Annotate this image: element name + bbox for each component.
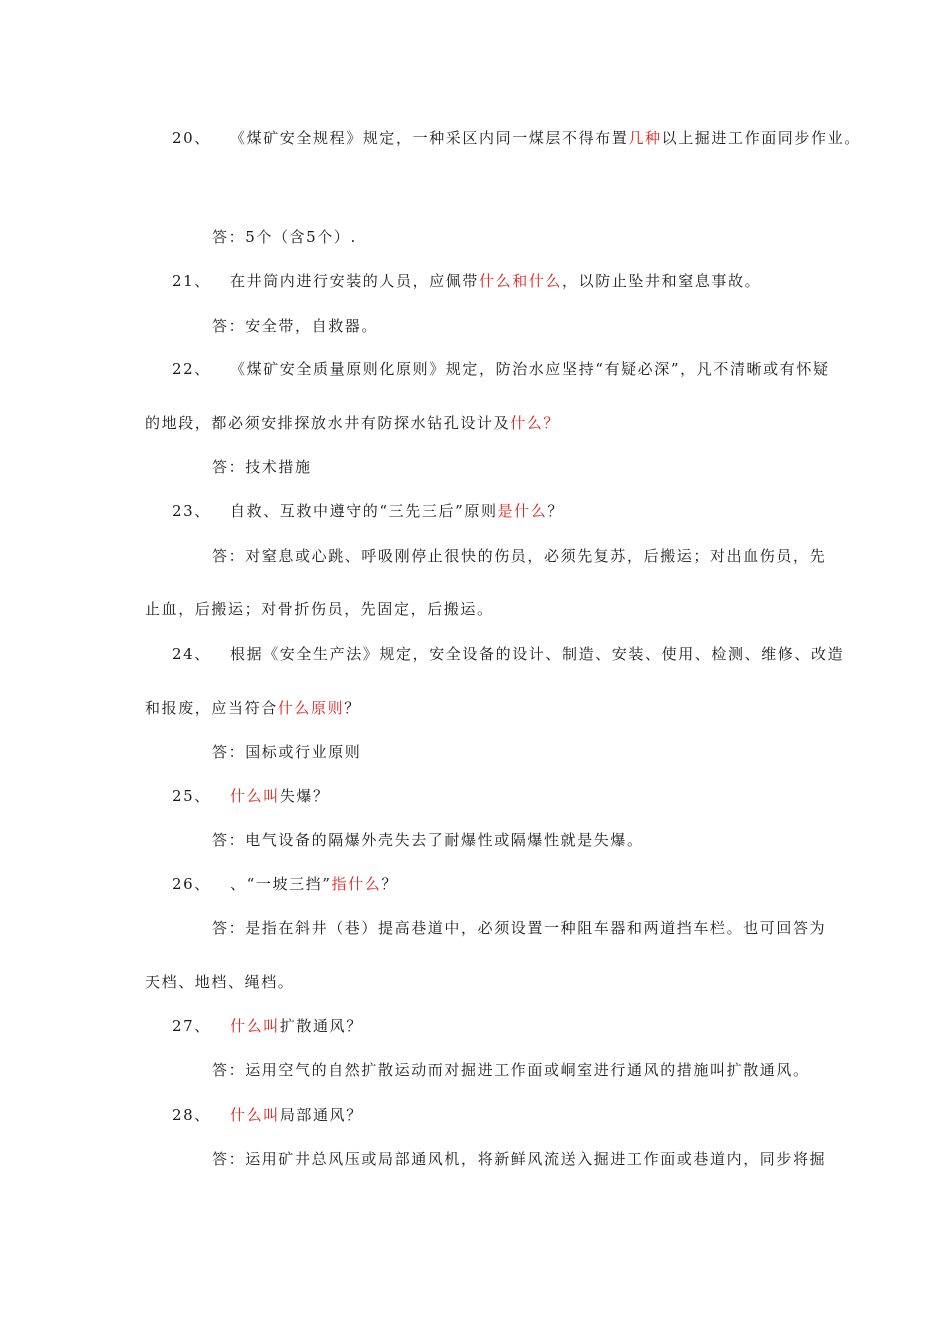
question-highlight: 指什么	[331, 875, 382, 893]
question-number: 27、	[172, 1017, 211, 1035]
question-27	[172, 1015, 363, 1036]
question-highlight: 什么叫	[230, 787, 280, 805]
question-24-continued	[145, 697, 361, 718]
question-highlight: 什么和什么	[479, 272, 563, 290]
answer-24: 答：国标或行业原则	[212, 743, 362, 761]
question-text: 的地段，都必须安排探放水井有防探水钻孔设计及	[145, 414, 511, 432]
answer-23: 答：对窒息或心跳、呼吸刚停止很快的伤员，必须先复苏，后搬运；对出血伤员，先	[212, 547, 827, 565]
answer-20: 答：5个（含5个）.	[212, 228, 357, 246]
question-23	[172, 500, 564, 521]
question-highlight: 什么原则	[277, 699, 345, 717]
question-text-end: ，以防止坠井和窒息事故。	[562, 272, 762, 290]
question-number: 23、	[172, 502, 211, 520]
answer-27: 答：运用空气的自然扩散运动而对掘进工作面或峒室进行通风的措施叫扩散通风。	[212, 1061, 810, 1079]
answer-25: 答：电气设备的隔爆外壳失去了耐爆性或隔爆性就是失爆。	[212, 831, 644, 849]
question-text-end: 局部通风？	[279, 1106, 363, 1124]
question-text-end: ？	[381, 875, 398, 893]
question-number: 21、	[172, 272, 211, 290]
question-highlight: 几种	[628, 129, 662, 147]
question-text: 、“一坡三挡”	[230, 875, 332, 893]
question-number: 20、	[172, 129, 211, 147]
question-22	[172, 358, 830, 379]
question-21	[172, 270, 761, 291]
question-text-end: ？	[344, 699, 361, 717]
question-text-end: 失爆？	[279, 787, 330, 805]
question-number: 24、	[172, 645, 211, 663]
question-number: 22、	[172, 360, 211, 378]
question-highlight: 是什么	[497, 502, 548, 520]
answer-22: 答：技术措施	[212, 458, 312, 476]
question-25	[172, 785, 330, 806]
question-22-continued	[145, 412, 560, 433]
answer-28: 答：运用矿井总风压或局部通风机，将新鲜风流送入掘进工作面或巷道内，同步将掘	[212, 1150, 827, 1168]
question-highlight: 什么叫	[230, 1106, 280, 1124]
question-26	[172, 873, 398, 894]
answer-26-continued: 天档、地档、绳档。	[145, 973, 295, 991]
question-text: 自救、互救中遵守的“三先三后”原则	[230, 502, 498, 520]
question-text: 《煤矿安全规程》规定，一种采区内同一煤层不得布置	[230, 129, 629, 147]
answer-23-continued: 止血，后搬运；对骨折伤员，先固定，后搬运。	[145, 600, 494, 618]
question-24	[172, 643, 844, 664]
question-text: 在井筒内进行安装的人员，应佩带	[230, 272, 480, 290]
answer-26: 答：是指在斜井（巷）提高巷道中，必须设置一种阻车器和两道挡车栏。也可回答为	[212, 919, 827, 937]
question-28	[172, 1104, 363, 1125]
question-text-end: 以上掘进工作面同步作业。	[661, 129, 861, 147]
question-text-end: ？	[547, 502, 564, 520]
question-highlight: 什么叫	[230, 1017, 280, 1035]
question-text: 和报废，应当符合	[145, 699, 278, 717]
question-20	[172, 127, 861, 148]
question-number: 28、	[172, 1106, 211, 1124]
question-text-end: 扩散通风？	[279, 1017, 363, 1035]
question-text: 根据《安全生产法》规定，安全设备的设计、制造、安装、使用、检测、维修、改造	[230, 645, 845, 663]
question-text: 《煤矿安全质量原则化原则》规定，防治水应坚持“有疑必深”，凡不清晰或有怀疑	[230, 360, 830, 378]
question-number: 26、	[172, 875, 211, 893]
question-highlight: 什么？	[510, 414, 561, 432]
answer-21: 答：安全带，自救器。	[212, 317, 379, 335]
question-number: 25、	[172, 787, 211, 805]
